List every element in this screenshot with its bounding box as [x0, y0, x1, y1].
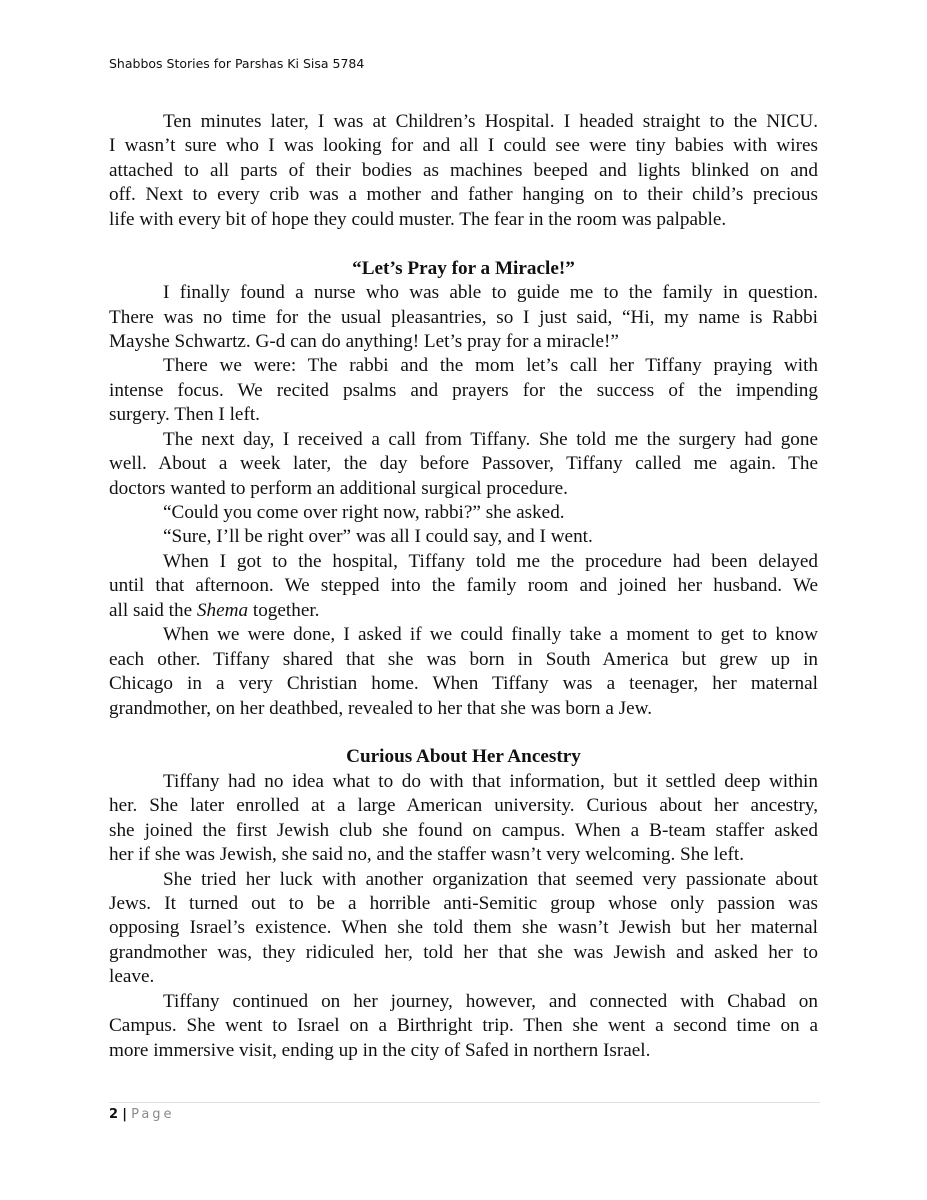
document-body: [109, 110, 818, 1063]
paragraph: [109, 354, 818, 427]
paragraph: [109, 501, 818, 525]
text-line: [109, 599, 818, 623]
paragraph: [109, 525, 818, 549]
paragraph: [109, 623, 818, 721]
text-line: There we were: The rabbi and the mom let’s call her Tiffany praying with: [163, 355, 818, 377]
text-line: She tried her luck with another organization that seemed very passionate about: [163, 868, 818, 890]
page-footer: [109, 1107, 175, 1122]
text-line: I wasn’t sure who I was looking for and all I could see were tiny babies with wires: [109, 135, 818, 157]
paragraph: [109, 110, 818, 232]
text-segment: all said the: [109, 599, 197, 621]
section-heading: Curious About Her Ancestry: [346, 746, 581, 768]
paragraph: [109, 428, 818, 501]
text-line: doctors wanted to perform an additional surgical procedure.: [109, 477, 568, 499]
text-line: Chicago in a very Christian home. When Tiffany was a teenager, her maternal: [109, 673, 818, 695]
text-line: grandmother was, they ridiculed her, told her that she was Jewish and asked her to: [109, 941, 818, 963]
text-line: her. She later enrolled at a large American university. Curious about her ancestry,: [109, 795, 818, 817]
text-line: grandmother, on her deathbed, revealed to her that she was born a Jew.: [109, 697, 653, 719]
text-line: The next day, I received a call from Tiffany. She told me the surgery had gone: [163, 428, 818, 450]
text-line: Mayshe Schwartz. G-d can do anything! Let’s pray for a miracle!”: [109, 330, 619, 352]
text-segment: together.: [248, 599, 320, 621]
text-line: Ten minutes later, I was at Children’s Hospital. I headed straight to the NICU.: [163, 111, 818, 132]
page-number: 2: [109, 1107, 119, 1122]
text-line: surgery. Then I left.: [109, 404, 260, 426]
text-line: Tiffany had no idea what to do with that information, but it settled deep within: [163, 770, 818, 792]
running-header: Shabbos Stories for Parshas Ki Sisa 5784: [109, 56, 365, 71]
text-line: leave.: [109, 966, 155, 988]
paragraph: [109, 770, 818, 868]
text-line: each other. Tiffany shared that she was born in South America but grew up in: [109, 648, 818, 670]
text-line: her if she was Jewish, she said no, and the staffer wasn’t very welcoming. She left.: [109, 844, 744, 866]
text-line: attached to all parts of their bodies as machines beeped and lights blinked on and: [109, 159, 818, 181]
text-line: off. Next to every crib was a mother and father hanging on to their child’s precious: [109, 184, 818, 206]
paragraph: [109, 281, 818, 354]
text-line: Tiffany continued on her journey, however, and connected with Chabad on: [163, 990, 818, 1012]
footer-separator: |: [122, 1107, 127, 1122]
page-label: Page: [131, 1107, 175, 1122]
blank-line: [109, 721, 818, 745]
section-heading: “Let’s Pray for a Miracle!”: [352, 257, 575, 279]
paragraph: [109, 990, 818, 1063]
text-line: more immersive visit, ending up in the city of Safed in northern Israel.: [109, 1039, 651, 1061]
text-line: well. About a week later, the day before Passover, Tiffany called me again. The: [109, 453, 818, 475]
text-line: “Could you come over right now, rabbi?” she asked.: [163, 502, 565, 523]
text-line: When I got to the hospital, Tiffany told me the procedure had been delayed: [163, 550, 818, 572]
text-line: opposing Israel’s existence. When she told them she wasn’t Jewish but her maternal: [109, 917, 818, 939]
text-line: There was no time for the usual pleasantries, so I just said, “Hi, my name is Rabbi: [109, 306, 818, 328]
text-line: “Sure, I’ll be right over” was all I could say, and I went.: [163, 526, 593, 548]
text-line: she joined the first Jewish club she found on campus. When a B-team staffer asked: [109, 819, 818, 841]
text-line: When we were done, I asked if we could finally take a moment to get to know: [163, 624, 818, 646]
text-line: until that afternoon. We stepped into the family room and joined her husband. We: [109, 575, 818, 597]
footer-divider: [109, 1102, 820, 1103]
paragraph: [109, 550, 818, 623]
italic-text: Shema: [196, 599, 249, 621]
text-line: life with every bit of hope they could muster. The fear in the room was palpable.: [109, 208, 727, 230]
blank-line: [109, 232, 818, 256]
paragraph: [109, 868, 818, 990]
text-line: Campus. She went to Israel on a Birthright trip. Then she went a second time on a: [109, 1015, 818, 1037]
text-line: intense focus. We recited psalms and prayers for the success of the impending: [109, 379, 818, 401]
text-line: I finally found a nurse who was able to guide me to the family in question.: [163, 282, 818, 304]
text-line: Jews. It turned out to be a horrible anti-Semitic group whose only passion was: [109, 893, 818, 914]
